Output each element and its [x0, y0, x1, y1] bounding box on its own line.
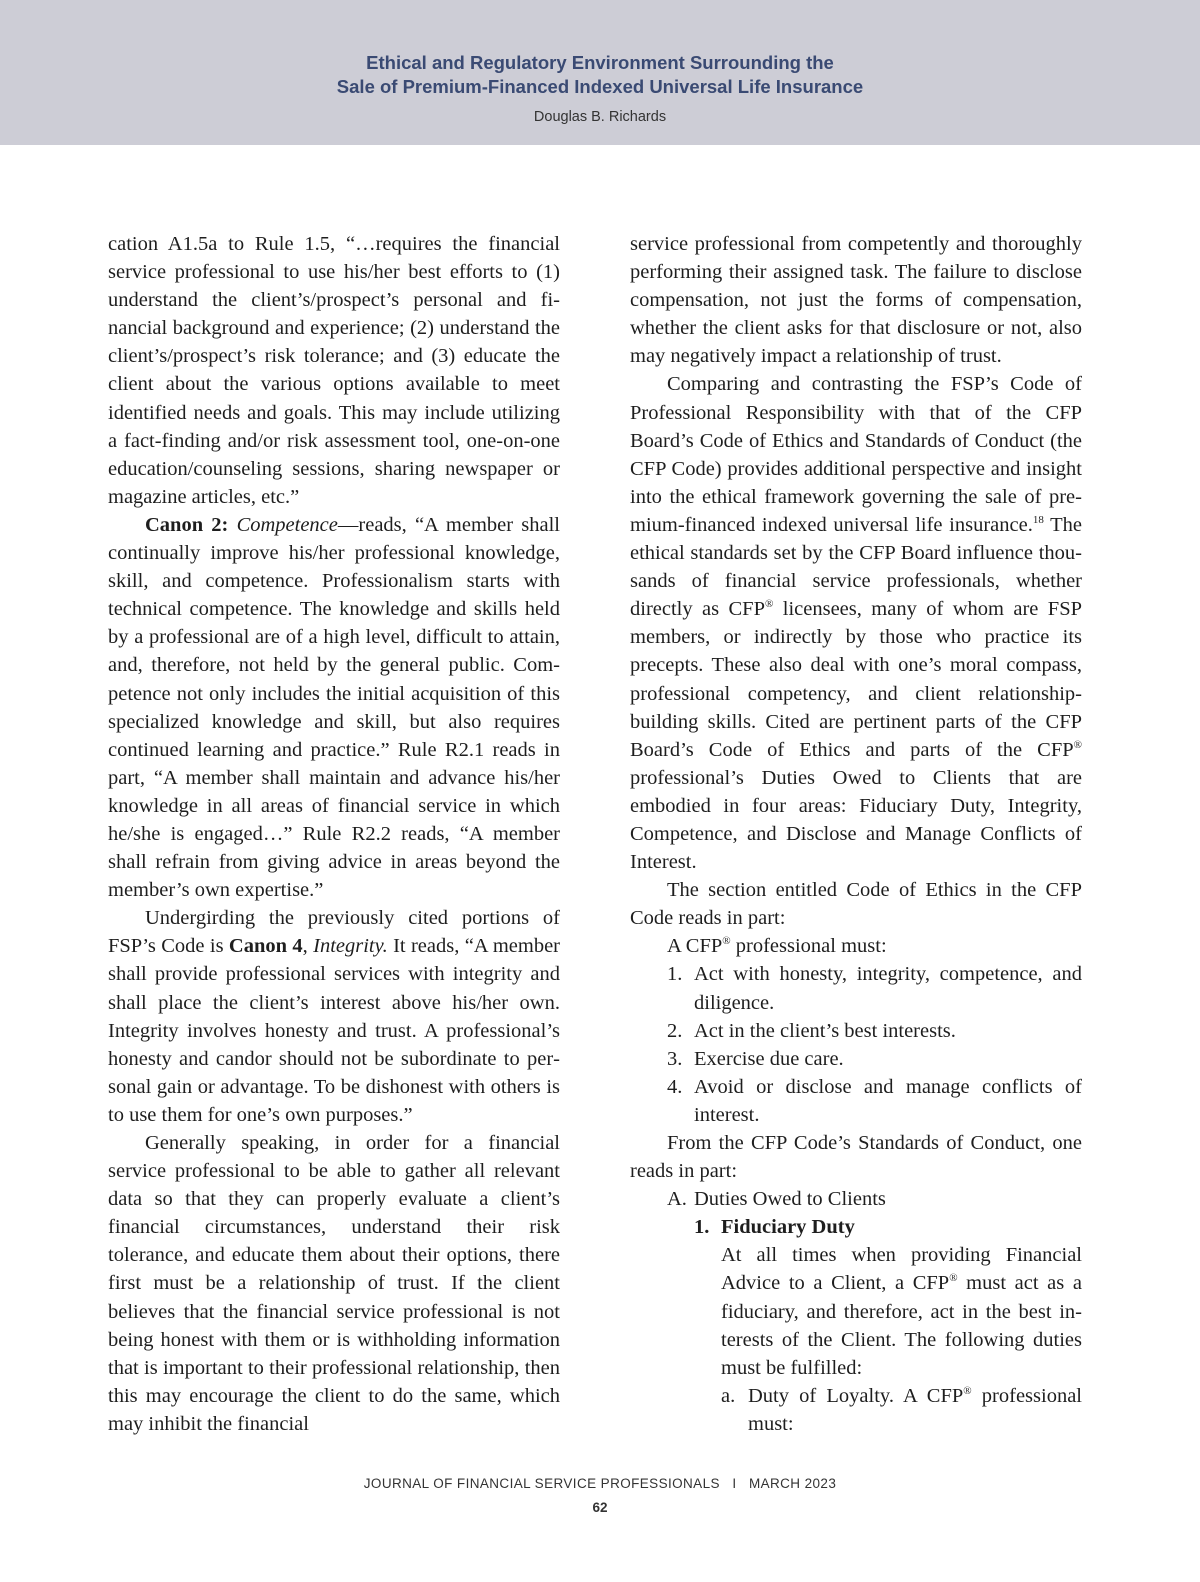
- list-number: 1.: [667, 963, 683, 986]
- author-name: Douglas B. Richards: [533, 109, 667, 125]
- paragraph-rule-1-5: cation A1.5a to Rule 1.5, “…requires the financial service professional to use his/her best efforts to (1) understand the client’s/prospect’s personal and financial background and experience; (2) understand the client’s/prospect’s risk tolerance; and (3) educate the client about the various options available to meet identified needs and goals. This may include utilizing a fact-finding and/or risk assessment tool, one-on-one education/counseling sessions, sharing newspaper or magazine articles, etc.”: [108, 233, 560, 508]
- registered-mark: ®: [963, 1384, 972, 1397]
- journal-line: JOURNAL OF FINANCIAL SERVICE PROFESSIONALS I MARCH 2023: [363, 1476, 837, 1491]
- fiduciary-text-2: must act as a fiduciary, and therefore, act in the best interests of the Client. The following duties must be fulfilled:: [721, 1272, 1082, 1379]
- list-item: [630, 1073, 1082, 1129]
- section-letter: A.: [667, 1188, 687, 1211]
- list-item: [630, 1017, 1082, 1045]
- title-line-2: Sale of Premium-Financed Indexed Universal Life Insurance: [336, 76, 864, 97]
- paragraph-cfp-comparison: [630, 370, 1082, 876]
- canon-2-label: Canon 2:: [145, 513, 229, 536]
- paragraph-relationship-of-trust: Generally speaking, in order for a financial service professional to be able to gather all relevant data so that they can properly evaluate a client’s financial circumstances, understand their risk tolerance, and educate them about their options, there first must be a relationship of trust. If the client believes that the financial service professional is not being honest with them or is withholding information that is important to their professional relationship, then this may encourage the client to do the same, which may inhibit the financial: [108, 1132, 560, 1435]
- section-duties-owed: [630, 1185, 1082, 1213]
- loyalty-text-1: Duty of Loyalty. A CFP: [748, 1384, 964, 1407]
- right-column: [630, 230, 1082, 1438]
- item-letter: a.: [721, 1384, 736, 1407]
- article-title: [0, 51, 1200, 99]
- canon-2-title: Competence: [236, 513, 338, 536]
- paragraph-canon-2: [108, 511, 560, 904]
- canon-4-label: Canon 4: [228, 935, 303, 958]
- loyalty-text-2: professional must:: [748, 1384, 1082, 1435]
- footer-journal: [0, 1476, 1200, 1491]
- subsection-fiduciary-duty: [630, 1213, 1082, 1241]
- page-header: [0, 0, 1200, 145]
- paragraph-fiduciary: [630, 1241, 1082, 1381]
- list-intro-text-2: professional must:: [730, 935, 887, 958]
- list-text: Act in the client’s best interests.: [694, 1019, 956, 1042]
- page-number: 62: [592, 1500, 608, 1515]
- cfp-comparison-text-1: Comparing and contrasting the FSP’s Code of Professional Responsibility with that of the CFP Board’s Code of Ethics and Standards of Conduct (the CFP Code) provides additional perspective and insight into the ethical framework governing the sale of premium-financed indexed universal life insurance.: [630, 373, 1082, 536]
- list-intro: [630, 932, 1082, 960]
- section-title: Duties Owed to Clients: [694, 1188, 886, 1211]
- title-line-1: Ethical and Regulatory Environment Surrounding the: [366, 52, 834, 73]
- registered-mark: ®: [1073, 738, 1082, 751]
- registered-mark: ®: [722, 935, 731, 948]
- list-item: [630, 1045, 1082, 1073]
- list-number: 2.: [667, 1019, 683, 1042]
- list-number: 4.: [667, 1075, 683, 1098]
- list-text: Avoid or disclose and manage conflicts of interest.: [694, 1075, 1082, 1126]
- fiduciary-text-1: At all times when providing Financial Advice to a Client, a CFP: [721, 1244, 1082, 1295]
- list-item: [630, 960, 1082, 1016]
- paragraph-canon-4: [108, 904, 560, 1129]
- cfp-comparison-text-4: professional’s Duties Owed to Clients that are embodied in four areas: Fiduciary Duty, Integrity, Competence, and Disclose and Manage Conflicts of Interest.: [630, 766, 1082, 874]
- paragraph-code-of-ethics: The section entitled Code of Ethics in the CFP Code reads in part:: [630, 879, 1082, 930]
- paragraph-disclosure: service professional from competently and thoroughly performing their assigned task. The failure to disclose compensation, not just the forms of compensation, whether the client asks for that disclosure or not, also may negatively impact a relationship of trust.: [630, 233, 1082, 368]
- cfp-comparison-text-2: The ethical standards set by the CFP Board influence thousands of financial service professionals, whether directly as CFP: [630, 513, 1082, 621]
- footnote-18: 18: [1032, 513, 1044, 526]
- canon-4-sep: ,: [302, 935, 314, 958]
- item-duty-of-loyalty: [630, 1382, 1082, 1438]
- cfp-comparison-text-3: licensees, many of whom are FSP members, or indirectly by those who practice its precepts. These also deal with one’s moral compass, professional competency, and client relationship-building skills. Cited are pertinent parts of the CFP Board’s Code of Ethics and parts of the CFP: [630, 598, 1082, 761]
- subsection-title: Fiduciary Duty: [721, 1216, 855, 1239]
- subsection-number: 1.: [694, 1216, 710, 1239]
- list-text: Exercise due care.: [694, 1047, 844, 1070]
- registered-mark: ®: [764, 598, 774, 611]
- canon-2-text: —reads, “A member shall continually improve his/her professional knowledge, skill, and competence. Professionalism starts with technical competence. The knowledge and skills held by a professional are of a high level, difficult to attain, and, therefore, not held by the general public. Competence not only includes the initial acquisition of this specialized knowledge and skill, but also requires continued learning and practice.” Rule R2.1 reads in part, “A member shall maintain and advance his/her knowledge in all areas of financial service in which he/she is engaged…” Rule R2.2 reads, “A member shall refrain from giving advice in areas beyond the member’s own expertise.”: [108, 513, 560, 902]
- canon-4-title: Integrity.: [313, 935, 388, 958]
- list-number: 3.: [667, 1047, 683, 1070]
- list-intro-text-1: A CFP: [667, 935, 723, 958]
- left-column: [108, 230, 560, 1438]
- list-text: Act with honesty, integrity, competence, and diligence.: [694, 963, 1082, 1014]
- registered-mark: ®: [949, 1272, 958, 1285]
- canon-4-text: It reads, “A member shall provide professional services with integrity and shall place the client’s interest above his/her own. Integrity involves honesty and trust. A professional’s honesty and candor should not be subordinate to personal gain or advantage. To be dishonest with others is to use them for one’s own purposes.”: [108, 935, 561, 1126]
- paragraph-standards-of-conduct: From the CFP Code’s Standards of Conduct, one reads in part:: [630, 1132, 1082, 1183]
- canon-4-intro: Undergirding the previously cited portions of FSP’s Code is: [108, 907, 560, 958]
